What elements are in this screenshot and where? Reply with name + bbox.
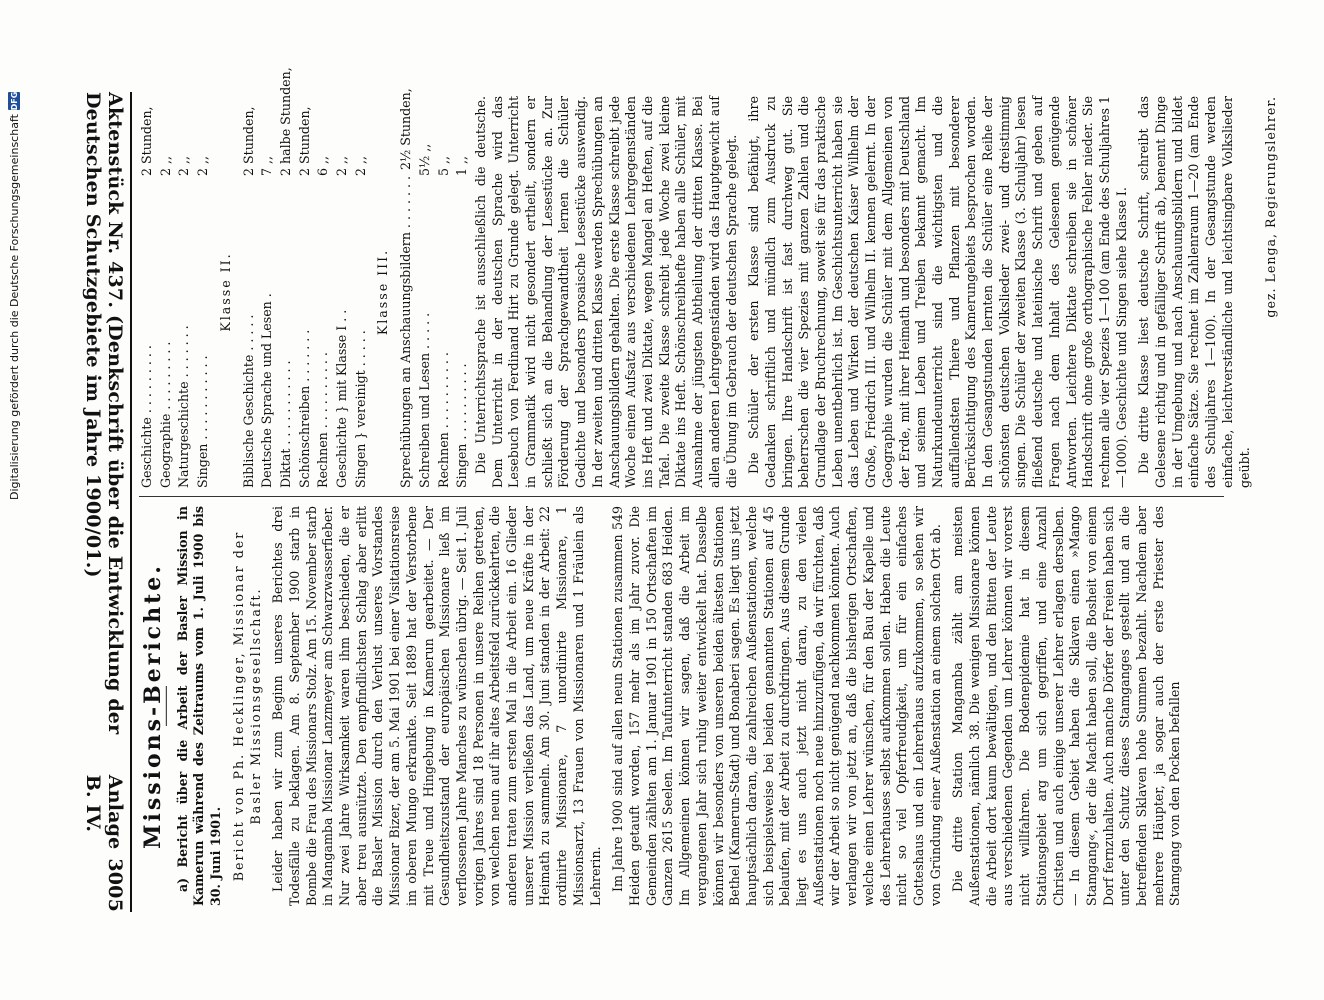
item-author: Bericht von Ph. Hecklinger, Missionar der Basler Missionsgesellschaft. [230, 530, 263, 882]
page-header [82, 92, 126, 912]
schedule-row [158, 96, 175, 488]
dfg-logo-icon: DFG [9, 91, 19, 111]
schedule-value: 2 Stunden, [139, 106, 154, 176]
schedule-value: 1 ,, [454, 155, 470, 176]
schedule-subject: Sprechübungen an Anschauungsbildern . . . . . . . [398, 176, 414, 488]
schedule-subject: Geschichte . . . . . . . . . [139, 345, 154, 488]
signature: gez. Lenga, Regierungslehrer. [1263, 96, 1279, 318]
schedule-value: 6 ,, [315, 155, 331, 176]
digitization-footer [6, 10, 22, 500]
schedule-value: 2 ,, [176, 155, 192, 176]
schedule-subject: Geschichte } mit Klasse I . . [334, 309, 350, 488]
title-rule [166, 686, 167, 726]
body-paragraph: Leider haben wir zum Beginn unseres Berichtes drei Todesfälle zu beklagen. Am 8. September 1900 starb in Bombe die Frau des Missionars Stolz. Am 15. November starb in Mangamba Missionar Lanzmeyer am Schwarzwasserfieber. Nur zwei Jahre Wirksamkeit waren ihm beschieden, die er aber treu ausnützte. Den empfindlichsten Schlag aber erlitt die Basler Mission durch den Verlust unseres Vorstandes Missionar Bizer, der am 5. Mai 1901 bei einer Visitationsreise im oberen Mungo erkrankte. Seit 1889 hat der Verstorbene mit Treue und Hingebung in Kamerun gearbeitet. — Der Gesundheitszustand der europäischen Missionare ließ im verflossenen Jahre Manches zu wünschen übrig. — Seit 1. Juli vorigen Jahres sind 18 Personen in unsere Reihen getreten, von welchen neun auf ihr altes Arbeitsfeld zurückkehrten, die anderen traten zum ersten Mal in die Arbeit ein. 16 Glieder unserer Mission verließen das Land, um neue Kräfte in der Heimath zu sammeln. Am 30. Juni standen in der Arbeit: 22 ordinirte Missionare, 7 unordinirte Missionare, 1 Missionsarzt, 13 Frauen von Missionaren und 1 Fräulein als Lehrerin. [270, 506, 603, 906]
schedule-row [195, 96, 212, 488]
body-paragraph: Die dritte Station Mangamba zählt am meisten Außenstationen, nämlich 38. Die wenigen Missionare können die Arbeit dort kaum bewältigen, und den Bitten der Leute aus verschiedenen Gegenden um Lehrer können wir vorerst nicht willfahren. Die Bodenepidemie hat in diesem Stationsgebiet arg um sich gegriffen, und eine Anzahl Christen und auch einige unserer Lehrer erlagen derselben. — In diesem Gebiet haben die Sklaven einen »Mango Stamgang«, der die Macht haben soll, die Bosheit von einem Dorf fernzuhalten. Auch manche Dörfer der Freien haben sich unter den Schutz dieses Stamganges gestellt und an die betreffenden Sklaven hohe Summen bezahlt. Nachdem aber mehrere Häupter, ja sogar auch der erste Priester des Stamgang von den Pocken befallen [950, 506, 1183, 906]
class3-heading: Klasse III. [375, 248, 391, 336]
schedule-subject: Deutsche Sprache und Lesen . [259, 293, 275, 488]
schedule-subject: Rechnen . . . . . . . . . . [315, 352, 331, 488]
schedule-row [176, 96, 193, 488]
schedule-value: 2 ,, [157, 155, 173, 176]
body-paragraph: Die dritte Klasse liest deutsche Schrift, schreibt das Gelesene richtig und in gefälliger Schrift ab, benennt Dinge in der Umgebung und nach Anschauungsbildern und bildet einfache Sätze. Sie rechnet im Zahlenraum 1—20 (am Ende des Schuljahres 1—100). In der Gesangstunde werden einfache, leichtverständliche und leichtsingbare Volkslieder geübt. [1136, 96, 1252, 488]
schedule-subject: Geographie . . . . . . . . . [157, 341, 173, 488]
annex-label: Anlage B. IV. [82, 774, 126, 850]
schedule-row [241, 96, 258, 488]
schedule-row [259, 96, 276, 488]
class3-schedule [398, 88, 471, 488]
schedule-subject: Diktat . . . . . . . . . . . [277, 360, 293, 488]
item-heading: a) Bericht über die Arbeit der Basler Mission in Kamerun während des Zeitraums vom 1. Juli 1900 bis 30. Juni 1901. [174, 506, 224, 906]
schedule-row [297, 96, 314, 488]
footer-text: Digitalisierung gefördert durch die Deutsche Forschungsgemeinschaft [7, 114, 21, 500]
schedule-subject: Singen . . . . . . . . . . [454, 363, 470, 488]
schedule-row [454, 96, 471, 488]
schedule-row [353, 96, 370, 488]
schedule-value: 7 ,, [259, 155, 275, 176]
top-schedule [139, 96, 212, 488]
schedule-value: 2 Stunden, [240, 106, 256, 176]
schedule-value: 2 halbe Stunden, [277, 67, 293, 176]
body-paragraph: Die Unterrichtssprache ist ausschließlich die deutsche. Dem Unterricht in der deutschen Sprache wird das Lesebuch von Ferdinand Hirt zu Grunde gelegt. Unterricht in Grammatik wird nicht gesondert ertheilt, sondern er schließt sich an die Behandlung der Lesestücke an. Zur Förderung der Sprachgewandtheit lernen die Schüler Gedichte und besonders prosaische Lesestücke auswendig. In der zweiten und dritten Klasse werden Sprechübungen an Anschauungsbildern gehalten. Die erste Klasse schreibt jede Woche einen Aufsatz aus verschiedenen Lehrgegenständen ins Heft und zwei Diktate, wegen Mangel an Heften, auf die Tafel. Die zweite Klasse schreibt jede Woche zwei kleine Diktate ins Heft. Schönschreibhefte haben alle Schüler, mit Ausnahme der jüngsten Abtheilung der dritten Klasse. Bei allen anderen Lehrgegenständen wird das Hauptgewicht auf die Übung im Gebrauch der deutschen Sprache gelegt. [472, 96, 739, 488]
schedule-row [417, 96, 434, 488]
schedule-subject: Schreiben und Lesen . . . . . [416, 312, 432, 488]
schedule-subject: Biblische Geschichte . . . . . [240, 314, 256, 488]
schedule-subject: Singen . . . . . . . . . . . [195, 355, 211, 488]
schedule-subject: Rechnen . . . . . . . . . . [435, 352, 451, 488]
schedule-row [277, 67, 295, 488]
running-title: Aktenstück Nr. 437. (Denkschrift über die Entwicklung der Deutschen Schutzgebiete im Jahre 1900/01.) [82, 92, 126, 735]
schedule-value: 5 ,, [435, 155, 451, 176]
right-column [139, 506, 1214, 906]
schedule-value: 2½ Stunden, [398, 88, 414, 171]
class2-schedule [240, 67, 370, 488]
body-paragraph: Im Jahre 1900 sind auf allen neun Stationen zusammen 549 Heiden getauft worden, 157 mehr als im Jahr zuvor. Die Gemeinden zählten am 1. Januar 1901 in 150 Ortschaften im Ganzen 2615 Seelen. Im Taufunterricht standen 683 Heiden. Im Allgemeinen können wir sagen, daß die Arbeit im vergangenen Jahr sich ruhig weiter entwickelt hat. Dasselbe können wir besonders von unseren beiden ältesten Stationen Bethel (Kamerun-Stadt) und Bonaberi sagen. Es liegt uns jetzt hauptsächlich daran, die zahlreichen Außenstationen, welche sich beispielsweise bei beiden genannten Stationen auf 45 belaufen, mit der Arbeit zu durchdringen. Aus diesem Grunde liegt es uns auch jetzt nicht daran, zu den vielen Außenstationen noch neue hinzuzufügen, da wir fürchten, daß wir der Arbeit so nicht genügend nachkommen könnten. Auch verlangen wir von jetzt an, daß die bisherigen Ortschaften, welche einen Lehrer wünschen, für den Bau der Kapelle und des Lehrerhauses selbst aufkommen sollen. Haben die Leute nicht so viel Opferfreudigkeit, um für ein einfaches Gotteshaus und ein Lehrerhaus aufzukommen, so sehen wir von Gründung einer Außenstation an einem solchen Ort ab. [610, 506, 943, 906]
section-title: Missions-Berichte. [140, 563, 166, 849]
schedule-row [398, 88, 415, 488]
class2-heading: Klasse II. [217, 252, 233, 332]
left-column [139, 67, 1279, 488]
schedule-value: 2 Stunden, [296, 106, 312, 176]
column-divider [139, 496, 1224, 497]
body-paragraph: Die Schüler der ersten Klasse sind befähigt, ihre Gedanken schriftlich und mündlich zum Ausdruck zu bringen. Ihre Handschrift ist fast durchweg gut. Sie beherrschen die vier Spezies mit ganzen Zahlen und die Grundlage der Bruchrechnung, soweit sie für das praktische Leben unentbehrlich ist. Im Geschichtsunterricht haben sie das Leben und Wirken der deutschen Kaiser Wilhelm der Große, Friedrich III. und Wilhelm II. kennen gelernt. In der Geographie wurden die Schüler mit dem Allgemeinen von der Erde, mit ihrer Heimath und besonders mit Deutschland und seinem Leben und Treiben bekannt gemacht. Im Naturkundeunterricht sind die wichtigsten und die auffallendsten Thiere und Pflanzen mit besonderer Berücksichtigung des Kamerungebiets besprochen worden. In den Gesangstunden lernten die Schüler eine Reihe der schönsten deutschen Volkslieder zwei- und dreistimmig singen. Die Schüler der zweiten Klasse (3. Schuljahr) lesen fließend deutsche und lateinische Schrift und geben auf Fragen nach dem Inhalt des Gelesenen genügende Antworten. Leichtere Diktate schreiben sie in schöner Handschrift ohne große orthographische Fehler nieder. Sie rechnen alle vier Spezies 1—100 (am Ende des Schuljahres 1—1000). Geschichte und Singen siehe Klasse I. [746, 96, 1129, 488]
schedule-row [139, 96, 156, 488]
schedule-subject: Naturgeschichte . . . . . . . [176, 325, 192, 488]
schedule-row [334, 96, 351, 488]
page-number: 3005 [104, 858, 126, 912]
schedule-value: 2 ,, [334, 155, 350, 176]
schedule-value: 2 ,, [352, 155, 368, 176]
schedule-value: 2 ,, [195, 155, 211, 176]
schedule-subject: Singen } vereinigt . . . . . [352, 330, 368, 488]
schedule-row [315, 96, 332, 488]
schedule-value: 5½ ,, [416, 143, 432, 176]
schedule-row [436, 96, 453, 488]
header-rule [130, 92, 132, 912]
schedule-subject: Schönschreiben . . . . . . . [296, 329, 312, 488]
